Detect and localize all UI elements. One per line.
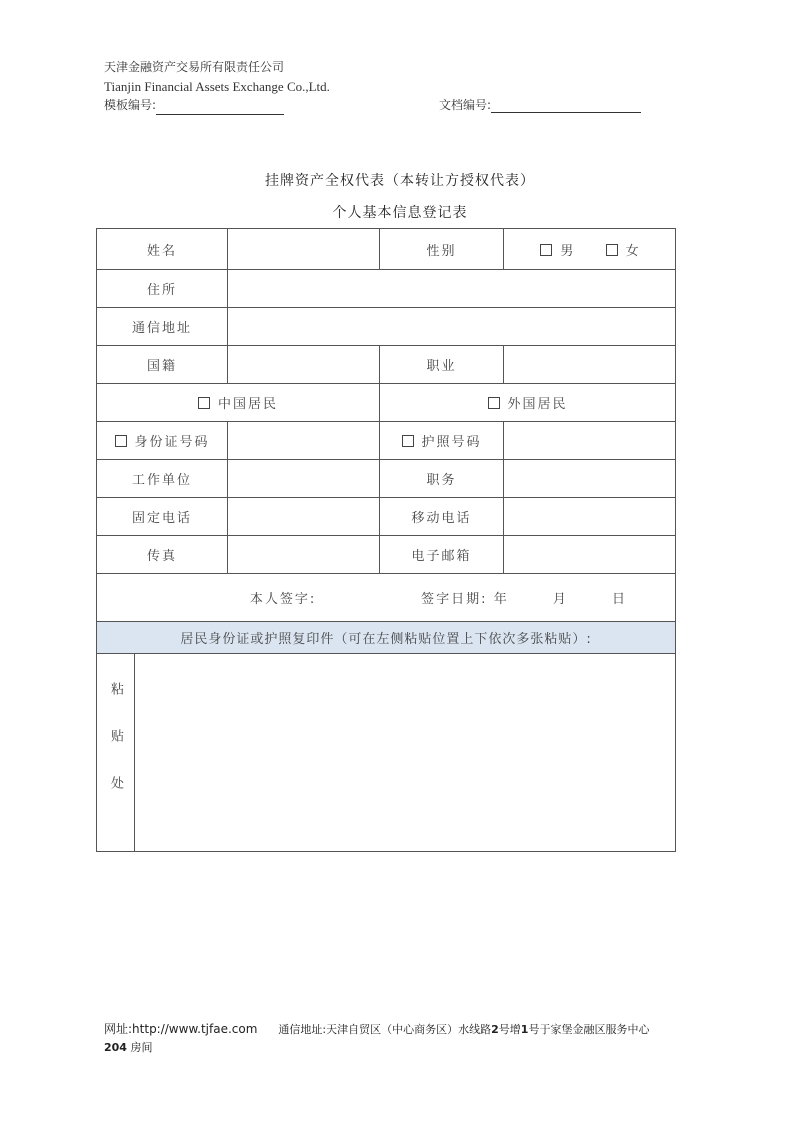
foreign-resident-label: 外国居民	[507, 397, 568, 412]
form-row-copy-note	[97, 622, 676, 654]
id-number-input-cell[interactable]	[228, 422, 380, 460]
template-number-label: 模板编号:	[104, 98, 157, 112]
copy-note-banner: 居民身份证或护照复印件（可在左侧粘贴位置上下依次多张粘贴）:	[97, 622, 676, 654]
address-part-c: 号于家堡金融区服务中心	[528, 1023, 650, 1036]
mailing-address-label: 通信地址	[97, 308, 228, 346]
template-number-blank[interactable]	[156, 100, 284, 115]
form-row-signature	[97, 574, 676, 622]
occupation-label: 职业	[380, 346, 504, 384]
company-name-en: Tianjin Financial Assets Exchange Co.,Ltd.	[104, 79, 330, 94]
form-row-resident-type	[97, 384, 676, 422]
signature-cell[interactable]	[97, 574, 676, 622]
website-link[interactable]: http://www.tjfae.com	[132, 1022, 258, 1036]
employer-input-cell[interactable]	[228, 460, 380, 498]
male-checkbox[interactable]	[540, 244, 552, 256]
registration-form-table	[96, 228, 676, 852]
address-number-1: 2	[491, 1023, 499, 1036]
email-input-cell[interactable]	[504, 536, 676, 574]
occupation-input-cell[interactable]	[504, 346, 676, 384]
form-subtitle: 个人基本信息登记表	[332, 205, 468, 221]
website-label: 网址:	[104, 1022, 133, 1036]
signature-label: 本人签字:	[249, 592, 317, 607]
form-row-mailing-address	[97, 308, 676, 346]
form-row-id-numbers	[97, 422, 676, 460]
form-row-fax-email	[97, 536, 676, 574]
passport-number-checkbox[interactable]	[402, 435, 414, 447]
nationality-input-cell[interactable]	[228, 346, 380, 384]
position-input-cell[interactable]	[504, 460, 676, 498]
form-row-nationality	[97, 346, 676, 384]
paste-label-cell	[97, 654, 135, 852]
chinese-resident-option[interactable]	[97, 384, 380, 422]
name-input-cell[interactable]	[228, 229, 380, 270]
landline-label: 固定电话	[97, 498, 228, 536]
sign-date	[421, 588, 627, 607]
form-row-phone	[97, 498, 676, 536]
female-option[interactable]	[606, 244, 639, 259]
employer-label: 工作单位	[97, 460, 228, 498]
foreign-resident-checkbox[interactable]	[488, 397, 500, 409]
residence-label: 住所	[97, 270, 228, 308]
male-label: 男	[560, 243, 574, 259]
fax-label: 传真	[97, 536, 228, 574]
address-part-a: 天津自贸区（中心商务区）水线路	[326, 1023, 492, 1036]
form-row-paste-area	[97, 654, 676, 852]
position-label: 职务	[380, 460, 504, 498]
passport-number-input-cell[interactable]	[504, 422, 676, 460]
template-number-field	[104, 96, 330, 115]
id-number-checkbox[interactable]	[115, 435, 127, 447]
form-row-employer	[97, 460, 676, 498]
paste-area[interactable]	[135, 654, 676, 852]
room-number: 204	[104, 1041, 127, 1054]
page-header	[104, 58, 330, 115]
landline-input-cell[interactable]	[228, 498, 380, 536]
paste-label: 粘贴处	[108, 682, 123, 823]
address-number-2: 1	[520, 1023, 529, 1036]
address-part-b: 号增	[498, 1023, 521, 1036]
mobile-input-cell[interactable]	[504, 498, 676, 536]
passport-number-label: 护照号码	[421, 435, 482, 450]
id-number-label: 身份证号码	[134, 435, 210, 450]
chinese-resident-label: 中国居民	[218, 397, 279, 412]
foreign-resident-option[interactable]	[380, 384, 676, 422]
form-row-residence	[97, 270, 676, 308]
passport-number-option[interactable]	[380, 422, 504, 460]
company-name-cn: 天津金融资产交易所有限责任公司	[104, 60, 285, 74]
sign-date-label: 签字日期:	[421, 592, 488, 607]
nationality-label: 国籍	[97, 346, 228, 384]
page-footer	[104, 1020, 724, 1057]
name-label: 姓名	[97, 229, 228, 270]
chinese-resident-checkbox[interactable]	[198, 397, 210, 409]
sign-date-year: 年	[493, 592, 509, 607]
sign-date-month: 月	[552, 592, 568, 607]
doc-number-field	[439, 96, 641, 113]
mailing-address-input-cell[interactable]	[228, 308, 676, 346]
gender-label: 性别	[380, 229, 504, 270]
form-title: 挂牌资产全权代表（本转让方授权代表）	[265, 173, 535, 189]
form-row-name	[97, 229, 676, 270]
female-label: 女	[625, 243, 639, 259]
doc-number-blank[interactable]	[491, 98, 641, 113]
email-label: 电子邮箱	[380, 536, 504, 574]
female-checkbox[interactable]	[606, 244, 618, 256]
room-suffix: 房间	[130, 1041, 153, 1054]
male-option[interactable]	[540, 244, 573, 259]
residence-input-cell[interactable]	[228, 270, 676, 308]
fax-input-cell[interactable]	[228, 536, 380, 574]
address-label: 通信地址:	[278, 1023, 327, 1036]
doc-number-label: 文档编号:	[439, 98, 492, 112]
sign-date-day: 日	[612, 592, 628, 607]
gender-options	[504, 229, 676, 270]
mobile-label: 移动电话	[380, 498, 504, 536]
id-number-option[interactable]	[97, 422, 228, 460]
